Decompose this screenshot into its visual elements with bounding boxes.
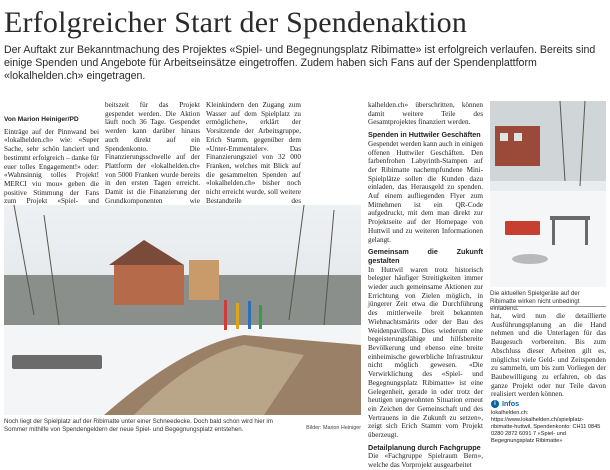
info-box-header: [491, 399, 606, 408]
info-box-label: Infos: [502, 399, 520, 408]
byline: Von Marion Heiniger/PD: [4, 116, 79, 123]
article-title: Erfolgreicher Start der Spendenaktion: [4, 6, 468, 39]
playground-snow-image: [4, 205, 361, 415]
info-box-body: lokalhelden.ch: https://www.lokalhelden.ch/spielplatz-ribimatte-huttwil, Spendenkonto: CH11 0845 0280 2872 6091 7 «Spiel- und Begegnungsplatz Ribimatte»: [491, 410, 601, 444]
subheading-detailplanung: Detailplanung durch Fachgruppe: [368, 442, 481, 452]
column-4: [368, 101, 483, 470]
column-4-text-b: Gespendet werden kann auch in einigen offenen Huttwiler Geschäften. Den farbenfrohen Labyrinth-Stampen auf der Ribimatte nachempfundene Mini-Spielplätze sollen die Kunden dazu einladen, das Herausgeld zu spenden. Auf einem aufliegenden Flyer zum Mitnehmen ist ein QR-Code aufgedruckt, mit dem man direkt zur Projektseite auf der Homepage von Huttwil und zu weiteren Informationen gelangt.: [368, 139, 483, 244]
photo-credit: Bilder: Marion Heiniger: [306, 425, 361, 431]
main-photo: [4, 205, 361, 415]
column-5: [491, 312, 606, 399]
column-5-text: hat, wird nun die detaillierte Ausführungsplanung an die Hand nehmen und die Unterlagen für das Baugesuch vorbereiten. Bis zum Abschluss dieser Arbeiten gilt es, möglichst viele Geld- und Zeitspenden zu sammeln, um bis zum Vorliegen der Baubewilligung zu erfahren, ob das ganze Projekt oder nur Teile davon realisiert werden können.: [491, 312, 606, 399]
column-3-text: Kleinkindern den Zugang zum Wasser auf dem Spielplatz zu ermöglichen», erklärt der Vorsitzende der Arbeitsgruppe, Erich Stamm, gegenüber dem «Unter-Emmentaler». Das Finanzierungsziel von 32 000 Franken, welches mit Blick auf die gesammelten Spenden auf «lokalhelden.ch» bisher noch nicht erreicht wurde, soll weitere Bestandteile des: [206, 101, 301, 205]
divider: [490, 306, 606, 307]
main-photo-caption: Noch liegt der Spielplatz auf der Ribimatte unter einer Schneedecke. Doch bald schon wird hier im Sommer mithilfe von Spendengeldern der neue Spiel- und Begegnungsplatz entstehen.: [4, 418, 273, 433]
subheading-spenden: Spenden in Huttwiler Geschäften: [368, 130, 481, 140]
column-1-text: Einträge auf der Pinnwand bei «lokalhelden.ch» wie: «Super Sache, sehr schön lanciert und bestimmt erfolgreich – danke für euer tolles Engagement!» oder: «Wahnsinnig tolles Projekt! MERCI viu mou» geben die positive Stimmung der Fans zum Projekt «Spiel- und: [4, 127, 99, 206]
article-lead: Der Auftakt zur Bekanntmachung des Projektes «Spiel- und Begegnungsplatz Ribimatte» ist erfolgreich verlaufen. Bereits sind einige Spenden und Angebote für Arbeitseinsätze eingetroffen. Zudem haben sich Fans auf der Spendenplattform «lokalhelden.ch» eingetragen.: [4, 44, 596, 82]
column-4-text-c: In Huttwil waren trotz historisch belegter häufiger Streitigkeiten immer wieder auch gemeinsame Aktionen zur Errichtung von Zielen möglich, in jüngerer Zeit etwa die Durchführung des mittlerweile breit bekannten Wiehnachtsmärits oder der Bau des Weidenpavillons. Dies wiederum eine begeisterungsfähige und hilfsbereite Bevölkerung und ebenso eine breite einheimische gewerbliche Infrastruktur nicht möglich gewesen. «Die Verwirklichung des «Spiel- und Begegnungsplatz Ribimatte» ist eine Gelegenheit, gerade in oder trotz der heutigen ungewohnten Situation erneut ein Zeichen der Gemeinschaft und des Vertrauens in die Zukunft zu setzen», zeigt sich Erich Stamm vom Projekt überzeugt.: [368, 265, 483, 440]
info-icon: i: [491, 400, 499, 408]
side-photo: [490, 101, 606, 287]
subheading-zukunft: Gemeinsam die Zukunft gestalten: [368, 247, 483, 265]
info-box: [491, 399, 606, 445]
column-2-text: beitszeit für das Projekt gespendet werden. Die Aktion läuft noch 36 Tage. Gespendet werden kann darüber hinaus auch direkt auf ein Spendenkonto. Die Finanzierungsschwelle auf der Plattform der «lokalhelden.ch» von 5000 Franken wurde bereits in den ersten Tagen erreicht. Damit ist die Finanzierung der Grundkomponenten wie: [105, 101, 200, 205]
column-4-text-a: kalhelden.ch» überschritten, können damit weitere Teile des Gesamtprojektes finanziert werden.: [368, 101, 483, 127]
column-4-text-d: Die «Fachgruppe Spielraum Bern», welche das Vorprojekt ausgearbeitet: [368, 452, 483, 470]
old-play-equipment-image: [490, 101, 606, 287]
side-photo-caption: Die aktuellen Spielgeräte auf der Ribimatte wirken nicht unbedingt einladend.: [490, 290, 580, 313]
